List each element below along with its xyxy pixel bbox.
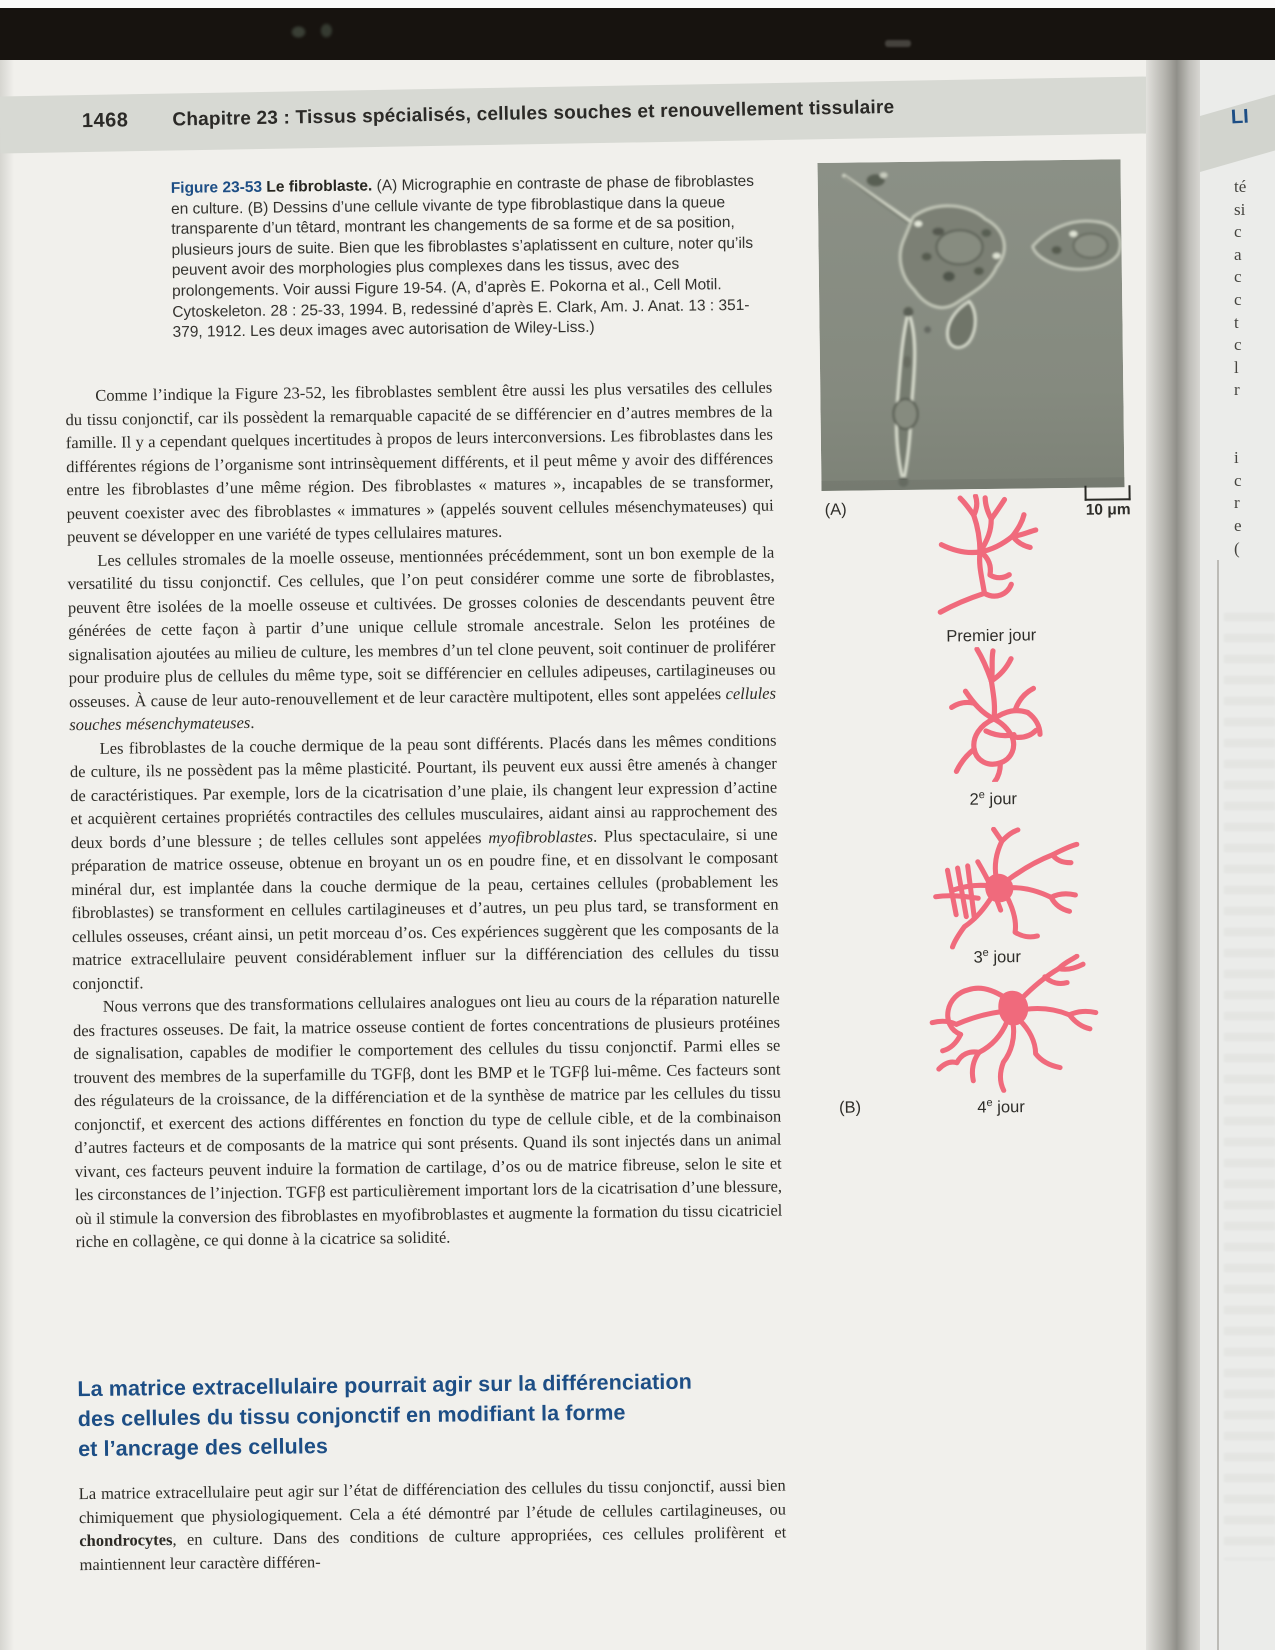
next-page-text-fragments	[1234, 176, 1246, 560]
paragraph-3-italic-term: myofibroblastes	[488, 826, 594, 847]
edge-fragment: e	[1234, 515, 1242, 535]
paragraph-3-text: Les fibroblastes de la couche dermique de la peau sont différents. Placés dans les mêmes conditions de culture, ils ne possèdent pas la même plasticité. Pourtant, ils peuvent eux aussi être amenés à changer de caractéristiques. Par exemple, lors de la cicatrisation d’une plaie, ils changent leur expression d’actine et acquièrent certaines propriétés contractiles des cellules musculaires, aidant ainsi au rapprochement des deux bords d’une blessure ; de telles cellules sont appelées	[69, 730, 778, 852]
day-label-3-num: 3	[973, 948, 983, 967]
paragraph-2-end: .	[250, 712, 255, 732]
edge-fragment	[1234, 425, 1246, 448]
panel-b-label: (B)	[838, 1098, 862, 1117]
day-label-4-rest: jour	[992, 1098, 1025, 1117]
paragraph-4: Nous verrons que des transformations cellulaires analogues ont lieu au cours de la réparation naturelle des fractures osseuses. De fait, la matrice osseuse contient de fortes concentrations de plusieurs protéines de signalisation, capables de modifier le comportement des cellules du tissu conjonctif. Parmi elles se trouvent des membres de la superfamille du TGFβ, dont les BMP et le TGFβ lui-même. Ces facteurs sont des régulateurs de la croissance, de la différenciation et de la synthèse de matrice par les cellules du tissu conjonctif, et exercent des actions différentes en fonction du type de cellule cible, et de la combinaison d’autres facteurs et de composants de la matrice qui sont présents. Quand ils sont injectés dans un animal vivant, ces facteurs peuvent induire la formation de cartilage, d’os ou de matrice fibreuse, selon le site et les circonstances de l’injection. TGFβ est particulièrement important lors de la cicatrisation d’une blessure, où il stimule la conversion des fibroblastes en myofibroblastes et augmente la formation du tissu cicatriciel riche en collagène, ce qui donne à la cicatrice sa solidité.	[72, 988, 783, 1252]
edge-fragment: (	[1234, 538, 1240, 558]
paragraph-5	[79, 1473, 787, 1576]
paragraph-5-text: La matrice extracellulaire peut agir sur l’état de différenciation des cellules du tissu conjonctif, aussi bien chimiquement que physiologiquement. Cela a été démontré par l’étude de cellules cartilagineuses, ou	[78, 1475, 787, 1527]
edge-fragment: i	[1234, 448, 1239, 468]
page-number: 1468	[81, 109, 129, 133]
section-heading-line2: des cellules du tissu conjonctif en modifiant la forme	[77, 1400, 626, 1432]
fibroblast-drawing-day3	[919, 826, 1082, 950]
edge-fragment	[1234, 402, 1246, 425]
figure-caption-text: (A) Micrographie en contraste de phase de fibroblastes en culture. (B) Dessins d’une cellule vivante de type fibroblastique dans la queue transparente d’un têtard, montrant les changements de sa forme et de sa position, plusieurs jours de suite. Bien que les fibroblastes s’aplatissent en culture, noter qu’ils peuvent avoir des morphologies plus complexes dans les tissus, avec des prolongements. Voir aussi Figure 19-54. (A, d’après E. Pokorna et al., Cell Motil. Cytoskeleton. 28 : 25-33, 1994. B, redessiné d’après E. Clark, Am. J. Anat. 13 : 351-379, 1912. Les deux images avec autorisation de Wiley-Liss.)	[170, 172, 755, 342]
body-text	[65, 376, 783, 1254]
edge-fragment: c	[1234, 267, 1242, 287]
edge-fragment: a	[1234, 244, 1242, 264]
day-label-4	[977, 1097, 1025, 1118]
edge-fragment: c	[1234, 222, 1242, 242]
paragraph-1: Comme l’indique la Figure 23-52, les fibroblastes semblent être aussi les plus versatiles des cellules du tissu conjonctif, car ils possèdent la remarquable capacité de se différencier en d’autres membres de la famille. Il y a cependant quelques incertitudes à propos de leurs interconversions. Les fibroblastes dans les différentes régions de l’organisme sont intrinsèquement différents, et il peut même y avoir des différences entre les fibroblastes d’une même région. Des fibroblastes « matures », incapables de se transformer, peuvent coexister avec des fibroblastes « immatures » (appelés souvent cellules mésenchymateuses) qui peuvent se développer en une variété de types cellulaires matures.	[65, 377, 774, 547]
panel-a-label: (A)	[824, 500, 847, 519]
paragraph-2-text: Les cellules stromales de la moelle osseuse, mentionnées précédemment, sont un bon exemple de la versatilité du tissu conjonctif. Ces cellules, que l’on peut considérer comme une sorte de fibroblastes, peuvent être isolées de la moelle osseuse et cultivées. De grosses colonies de descendants peuvent être générées de cette façon à partir d’une unique cellule stromale ancestrale. Selon les protéines de signalisation ajoutées au milieu de culture, les membres d’un tel clone peuvent, soit continuer de proliférer pour produire plus de cellules du même type, soit se différencier en cellules adipeuses, cartilagineuses ou osseuses. À cause de leur auto-renouvellement et de leur caractère multipotent, elles sont appelées	[67, 542, 776, 711]
day-label-1: Premier jour	[946, 626, 1037, 646]
edge-fragment: c	[1234, 335, 1242, 355]
chapter-title: Chapitre 23 : Tissus spécialisés, cellules souches et renouvellement tissulaire	[172, 96, 895, 131]
fibroblast-drawing-day4	[915, 954, 1109, 1094]
book-gutter	[1146, 60, 1202, 1650]
edge-fragment: c	[1234, 470, 1242, 490]
day-label-3-sup: e	[982, 946, 989, 960]
day-label-2	[969, 789, 1017, 810]
fibroblast-drawing-day2	[933, 646, 1053, 782]
paragraph-5-bold-term: chondrocytes	[79, 1529, 173, 1551]
edge-fragment: t	[1234, 312, 1239, 332]
edge-fragment: té	[1234, 177, 1247, 196]
body-text-2	[79, 1473, 787, 1576]
edge-fragment: r	[1234, 380, 1240, 400]
paragraph-2-italic-term: cellules souches mésenchymateuses	[69, 683, 777, 735]
paragraph-5-end: , en culture. Dans des conditions de culture appropriées, ces cellules prolifèrent et maintiennent leur caractère différen-	[79, 1522, 787, 1574]
scale-bar-label: 10 μm	[1085, 501, 1131, 519]
paragraph-3	[69, 728, 779, 995]
next-page-header-fragment: LI	[1230, 105, 1250, 129]
figure-caption	[171, 172, 777, 344]
edge-fragment: r	[1234, 493, 1240, 513]
edge-fragment: l	[1234, 357, 1239, 377]
section-heading-line1: La matrice extracellulaire pourrait agir sur la différenciation	[77, 1369, 693, 1402]
next-page-bleedthrough-texture	[1224, 600, 1275, 1560]
edge-fragment: c	[1234, 289, 1242, 309]
day-label-2-rest: jour	[984, 790, 1018, 809]
figure-title: Le fibroblaste.	[261, 177, 373, 196]
figure-label: Figure 23-53	[170, 178, 263, 197]
fibroblast-drawing-day1	[925, 493, 1052, 630]
section-heading	[77, 1365, 798, 1464]
micrograph-image	[817, 159, 1124, 491]
day-label-4-num: 4	[977, 1098, 987, 1117]
day-label-4-sup: e	[986, 1096, 993, 1110]
paragraph-3-end: . Plus spectaculaire, si une préparation de matrice osseuse, obtenue en broyant un os en poudre fine, et en dissolvant le composant minéral dur, est implantée dans la couche dermique de la peau, certaines cellules (probablement les fibroblastes) se transforment en cellules cartilagineuses et d’autres, un peu plus tard, se transforment en cellules osseuses, créant ainsi, un petit morceau d’os. Ces expériences suggèrent que les composants de la matrice extracellulaire peuvent considérablement influer sur la différenciation des cellules du tissu conjonctif.	[70, 824, 780, 993]
day-label-3-rest: jour	[988, 948, 1022, 967]
day-label-2-num: 2	[969, 790, 979, 809]
page-crease-line	[1217, 560, 1219, 1650]
edge-fragment: si	[1234, 199, 1246, 219]
section-heading-line3: et l’ancrage des cellules	[78, 1434, 329, 1462]
day-label-2-sup: e	[978, 789, 985, 802]
paragraph-2	[67, 540, 776, 737]
scale-bar	[1084, 485, 1130, 501]
